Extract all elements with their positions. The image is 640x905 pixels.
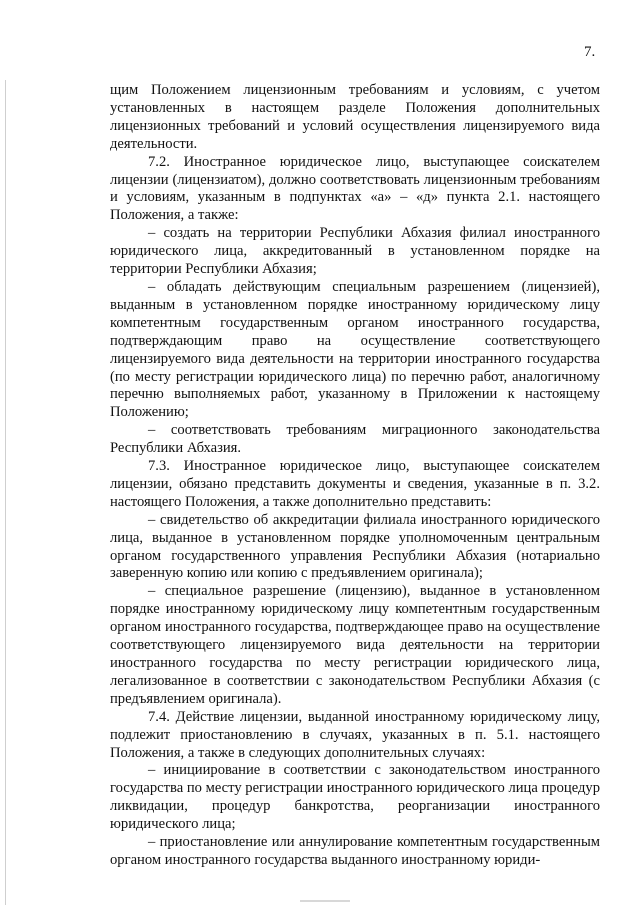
document-body [110, 82, 600, 870]
page-number: 7. [584, 44, 596, 60]
scan-edge-line [5, 80, 6, 905]
list-item-special-permit: – специальное разрешение (лицензию), выданное в установленном порядке иностранному юридическому лицу компетентным государственным органом иностранного государства, подтверждающее право на осуществление соответствующего лицензируемого вида деятельности на территории иностранного государства по месту регистрации юридического лица, легализованное в соответствии с законодательством Республики Абхазия (с предъявлением оригинала). [110, 583, 600, 707]
list-item-branch: – создать на территории Республики Абхазия филиал иностранного юридического лица, аккредитованный в установленном порядке на территории Республики Абхазия; [110, 225, 600, 278]
list-item-suspension: – приостановление или аннулирование компетентным государственным органом иностранного государства выданного иностранному юриди- [110, 834, 600, 868]
paragraph-continuation: щим Положением лицензионным требованиям и условиям, с учетом установленных в настоящем разделе Положения дополнительных лицензионных требований и условий осуществления лицензируемого вида деятельности. [110, 82, 600, 152]
list-item-liquidation: – инициирование в соответствии с законодательством иностранного государства по месту регистрации иностранного юридического лица процедур ликвидации, процедур банкротства, реорганизации иностранного юридического лица; [110, 762, 600, 833]
scan-bottom-mark [300, 900, 350, 902]
paragraph-7-2: 7.2. Иностранное юридическое лицо, выступающее соискателем лицензии (лицензиатом), должно соответствовать лицензионным требованиям и условиям, указанным в подпунктах «а» – «д» пункта 2.1. настоящего Положения, а также: [110, 153, 600, 224]
paragraph-7-4: 7.4. Действие лицензии, выданной иностранному юридическому лицу, подлежит приостановлению в случаях, указанных в п. 5.1. настоящего Положения, а также в следующих дополнительных случаях: [110, 708, 600, 761]
paragraph-7-3: 7.3. Иностранное юридическое лицо, выступающее соискателем лицензии, обязано представить документы и сведения, указанные в п. 3.2. настоящего Положения, а также дополнительно представить: [110, 458, 600, 510]
list-item-migration: – соответствовать требованиям миграционного законодательства Республики Абхазия. [110, 422, 600, 457]
list-item-license: – обладать действующим специальным разрешением (лицензией), выданным в установленном порядке иностранному юридическому лицу компетентным государственным органом иностранного государства, подтверждающим право на осуществление соответствующего лицензируемого вида деятельности на территории иностранного государства (по месту регистрации юридического лица) по перечню работ, аналогичному перечню выполняемых работ, указанному в Приложении к настоящему Положению; [110, 278, 600, 421]
list-item-accreditation: – свидетельство об аккредитации филиала иностранного юридического лица, выданное в установленном порядке уполномоченным центральным органом государственного управления Республики Абхазия (нотариально заверенную копию или копию с предъявлением оригинала); [110, 511, 600, 582]
